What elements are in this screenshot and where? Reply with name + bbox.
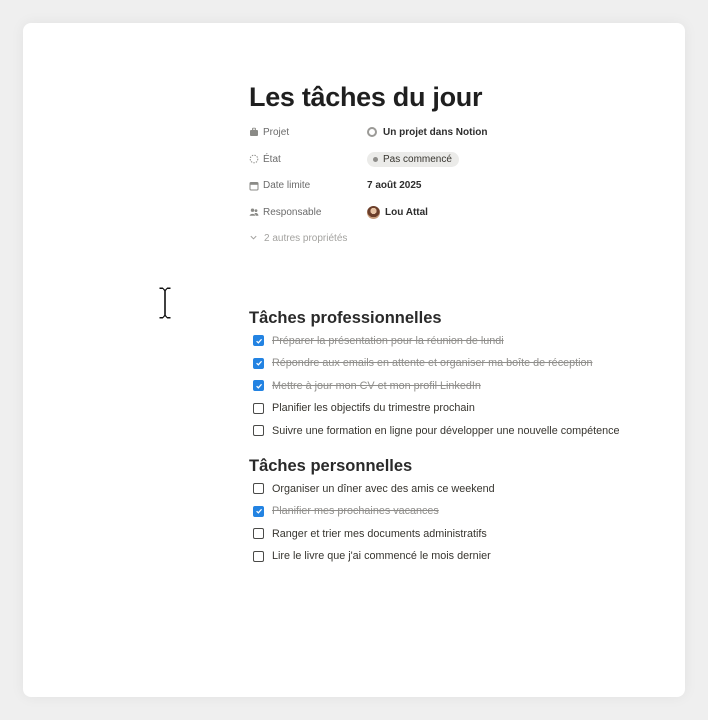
more-properties-toggle[interactable]: 2 autres propriétés: [249, 226, 669, 252]
status-dot-icon: [373, 157, 378, 162]
property-responsable[interactable]: [249, 199, 669, 226]
todo-text[interactable]: Mettre à jour mon CV et mon profil LinkedIn: [272, 379, 481, 392]
text-cursor-icon: [155, 285, 175, 321]
chevron-down-icon: [249, 233, 258, 244]
calendar-icon: [249, 181, 259, 191]
todo-text[interactable]: Répondre aux emails en attente et organiser ma boîte de réception: [272, 357, 593, 370]
checkbox[interactable]: [253, 483, 264, 494]
todo-item: [249, 522, 669, 544]
todo-item: [249, 478, 669, 500]
property-date-limite[interactable]: [249, 172, 669, 199]
task-list: [249, 330, 669, 442]
avatar: [367, 206, 380, 219]
todo-item: [249, 500, 669, 522]
section-heading[interactable]: Tâches personnelles: [249, 456, 413, 475]
project-icon: [367, 127, 377, 137]
todo-text[interactable]: Préparer la présentation pour la réunion de lundi: [272, 334, 504, 347]
checkbox[interactable]: [253, 358, 264, 369]
checkbox[interactable]: [253, 403, 264, 414]
todo-item: [249, 419, 669, 441]
todo-text[interactable]: Lire le livre que j'ai commencé le mois dernier: [272, 550, 491, 563]
section-heading[interactable]: Tâches professionnelles: [249, 308, 442, 327]
todo-text[interactable]: Planifier les objectifs du trimestre prochain: [272, 402, 475, 415]
people-icon: [249, 207, 259, 217]
checkbox[interactable]: [253, 380, 264, 391]
todo-text[interactable]: Ranger et trier mes documents administratifs: [272, 527, 487, 540]
todo-item: [249, 375, 669, 397]
page-content: [249, 81, 669, 567]
task-list: [249, 478, 669, 568]
todo-text[interactable]: Suivre une formation en ligne pour développer une nouvelle compétence: [272, 424, 620, 437]
property-value[interactable]: Un projet dans Notion: [367, 127, 487, 138]
page-card: [23, 23, 685, 697]
checkbox[interactable]: [253, 506, 264, 517]
property-key: Date limite: [249, 180, 367, 191]
briefcase-icon: [249, 127, 259, 137]
status-icon: [249, 154, 259, 164]
page-title[interactable]: Les tâches du jour: [249, 82, 483, 112]
property-key: Responsable: [249, 207, 367, 218]
todo-text[interactable]: Organiser un dîner avec des amis ce weekend: [272, 482, 495, 495]
property-etat[interactable]: [249, 146, 669, 173]
property-key: Projet: [249, 127, 367, 138]
checkbox[interactable]: [253, 425, 264, 436]
property-key: État: [249, 154, 367, 165]
properties-panel: [249, 119, 669, 252]
checkbox[interactable]: [253, 528, 264, 539]
todo-item: [249, 352, 669, 374]
property-value[interactable]: [367, 152, 459, 167]
checkbox[interactable]: [253, 335, 264, 346]
property-value[interactable]: Lou Attal: [367, 206, 428, 219]
todo-text[interactable]: Planifier mes prochaines vacances: [272, 505, 439, 518]
todo-item: [249, 545, 669, 567]
todo-item: [249, 330, 669, 352]
property-projet[interactable]: [249, 119, 669, 146]
todo-item: [249, 397, 669, 419]
status-badge[interactable]: Pas commencé: [367, 152, 459, 167]
property-value[interactable]: 7 août 2025: [367, 180, 422, 192]
checkbox[interactable]: [253, 551, 264, 562]
